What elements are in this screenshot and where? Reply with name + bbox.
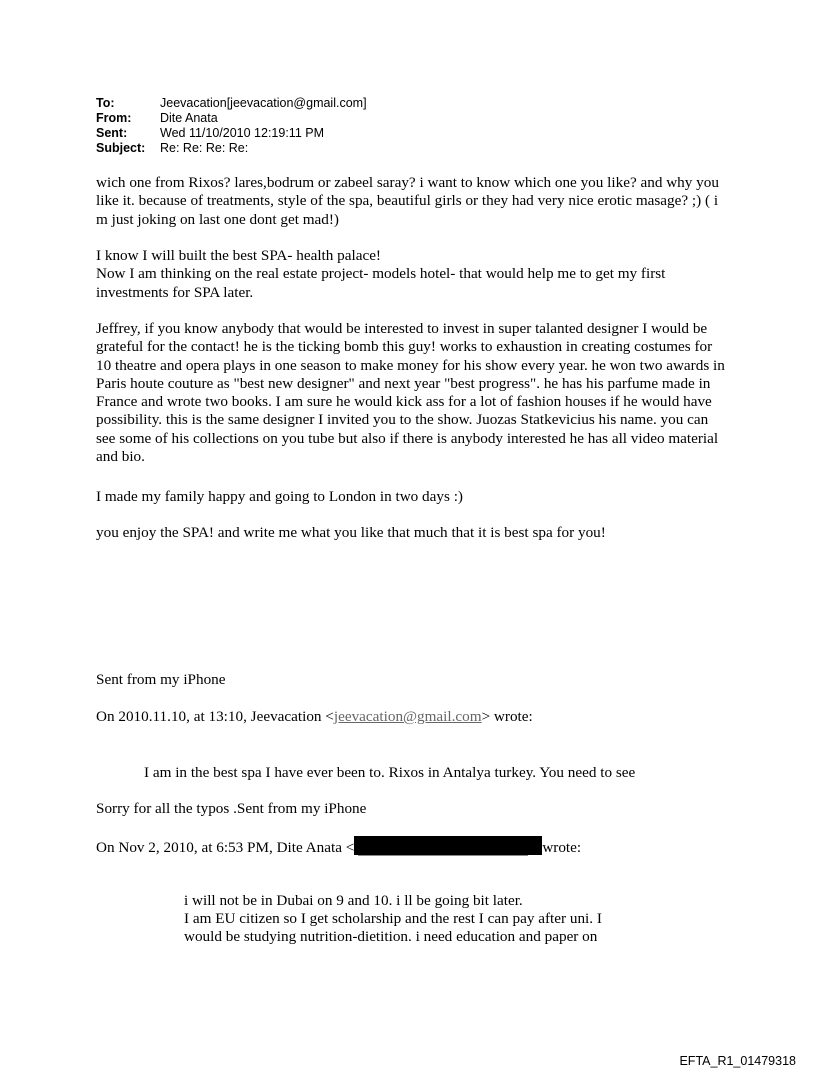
- quote1-intro: [96, 708, 533, 726]
- quote2-intro-suffix: wrote:: [542, 839, 582, 856]
- quote2-line-3: would be studying nutrition-dietition. i need education and paper on: [184, 928, 598, 945]
- quote1-intro-suffix: > wrote:: [481, 708, 533, 725]
- body-paragraph-3: Jeffrey, if you know anybody that would be interested to invest in super talanted designer I would be grateful for the contact! he is the ticking bomb this guy! works to exhaustion in creating costumes for 10 theatre and opera plays in one season to make money for his show every year. he won two awards in Paris houte couture as "best new designer" and next year "best progress". he has his parfume made in France and wrote two books. I am sure he would kick ass for a lot of fashion houses if he would have possibility. this is the same designer I invited you to the show. Juozas Statkevicius his name. you can see some of his collections on you tube but also if there is anybody interested he has all video material and bio.: [96, 320, 725, 466]
- sent-label: Sent:: [96, 126, 128, 140]
- quote2-line-2: I am EU citizen so I get scholarship and the rest I can pay after uni. I: [184, 910, 602, 927]
- email-header: [96, 96, 496, 156]
- signature: Sent from my iPhone: [96, 671, 226, 688]
- body-paragraph-2: [96, 247, 726, 302]
- subject-value: Re: Re: Re: Re:: [160, 141, 249, 155]
- body-paragraph-4: I made my family happy and going to London in two days :): [96, 488, 463, 505]
- quote2-intro: [96, 836, 581, 857]
- body-paragraph-5: you enjoy the SPA! and write me what you like that much that it is best spa for you!: [96, 524, 606, 541]
- body-paragraph-2-line-2: Now I am thinking on the real estate project- models hotel- that would help me to get my first investments for SPA later.: [96, 265, 666, 301]
- quote2-line-1: i will not be in Dubai on 9 and 10. i ll be going bit later.: [184, 892, 523, 909]
- body-paragraph-2-line-1: I know I will built the best SPA- health palace!: [96, 247, 381, 264]
- quote1-intro-prefix: On 2010.11.10, at 13:10, Jeevacation <: [96, 708, 334, 725]
- to-label: To:: [96, 96, 115, 110]
- document-id: EFTA_R1_01479318: [679, 1054, 796, 1068]
- to-value: Jeevacation[jeevacation@gmail.com]: [160, 96, 367, 110]
- sent-value: Wed 11/10/2010 12:19:11 PM: [160, 126, 325, 140]
- from-value: Dite Anata: [160, 111, 218, 125]
- quote1-email-link[interactable]: jeevacation@gmail.com: [333, 708, 482, 725]
- quote1-text: I am in the best spa I have ever been to. Rixos in Antalya turkey. You need to see: [144, 764, 636, 781]
- redaction-block: [354, 836, 542, 855]
- body-paragraph-1: wich one from Rixos? lares,bodrum or zabeel saray? i want to know which one you like? and why you like it. because of treatments, style of the spa, beautiful girls or they had very nice erotic masage? ;) ( i m just joking on last one dont get mad!): [96, 174, 719, 228]
- subject-label: Subject:: [96, 141, 146, 155]
- redacted-link-underline: [358, 855, 528, 856]
- quote2-intro-prefix: On Nov 2, 2010, at 6:53 PM, Dite Anata <: [96, 839, 355, 856]
- from-label: From:: [96, 111, 132, 125]
- quote1-typos-note: Sorry for all the typos .Sent from my iPhone: [96, 800, 367, 817]
